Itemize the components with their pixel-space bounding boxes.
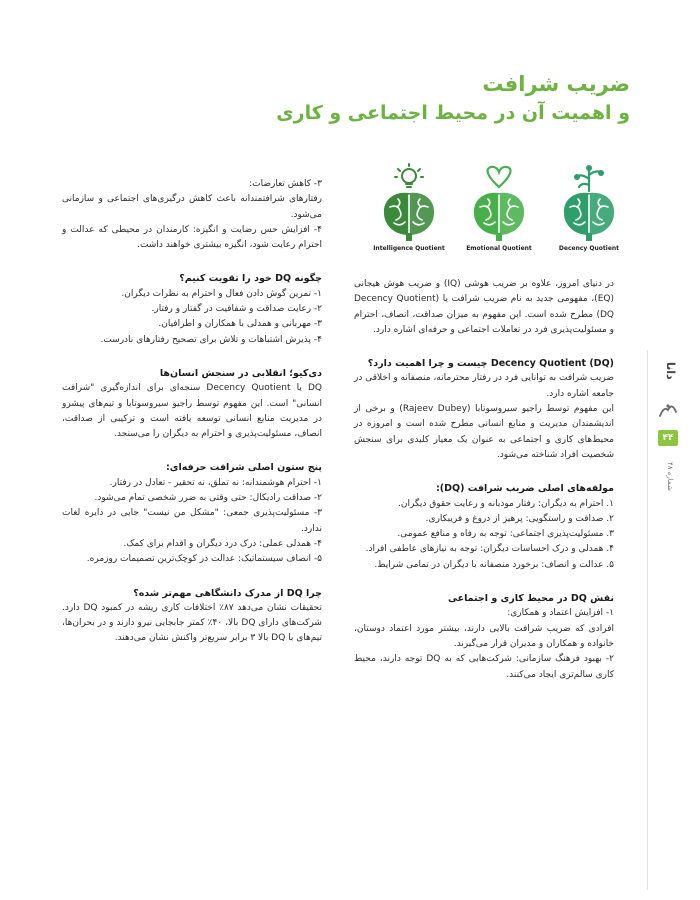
issue-number: شماره ۴۸	[666, 462, 674, 491]
brain-lightbulb-icon	[378, 163, 440, 243]
list-item: ۳- کاهش تعارضات:	[249, 179, 322, 189]
list-item: ۱- افزایش اعتماد و همکاری:	[507, 608, 614, 619]
list-item: ۲- رعایت صداقت و شفافیت در گفتار و رفتار.	[151, 304, 322, 315]
page-subtitle: و اهمیت آن در محیط اجتماعی و کاری	[276, 102, 630, 124]
right-column	[354, 277, 614, 683]
list-item: رفتارهای شرافتمندانه باعث کاهش درگیری‌های اجتماعی و سازمانی می‌شود.	[62, 194, 322, 220]
magazine-emblem-icon	[658, 402, 678, 420]
left-column	[62, 177, 322, 647]
list-item: ۳- مسئولیت‌پذیری جمعی: "مشکل من نیست" جایی در دایره لغات ندارد.	[62, 508, 322, 534]
list-item: ۱. احترام به دیگران: رفتار مودبانه و رعایت حقوق دیگران.	[397, 498, 614, 509]
list-item: ۵- انصاف سیستماتیک: عدالت در کوچک‌ترین تصمیمات روزمره.	[86, 554, 322, 565]
brain-illustrations	[368, 163, 630, 263]
paragraph: ضریب شرافت به توانایی فرد در رفتار محترمانه، منصفانه و اخلاقی در جامعه اشاره دارد.	[354, 373, 614, 399]
list-item: ۲- صداقت رادیکال: حتی وقتی به ضرر شخصی تمام می‌شود.	[94, 493, 322, 504]
magazine-logo: دانا	[664, 362, 677, 380]
list-item: ۴- همدلی عملی: درک درد دیگران و اقدام برای کمک.	[123, 538, 322, 549]
list-item: ۵. عدالت و انصاف: برخورد منصفانه با دیگران در تمامی شرایط.	[374, 559, 614, 570]
page-number: ۴۴	[658, 430, 678, 446]
section-heading: چرا DQ از مدرک دانشگاهی مهم‌تر شده؟	[133, 587, 322, 599]
paragraph: تحقیقات نشان می‌دهد ۸۷٪ اختلافات کاری ریشه در کمبود DQ دارد. شرکت‌های دارای DQ بالا، ۴۰٪ کمتر جابجایی نیرو دارند و در بحران‌ها، تیم‌های با DQ بالا ۳ برابر سریع‌تر واکنش نشان می‌دهند.	[62, 602, 322, 644]
section-heading: نقش DQ در محیط کاری و اجتماعی	[448, 593, 614, 605]
list-item: ۱- تمرین گوش دادن فعال و احترام به نظرات دیگران.	[121, 288, 322, 299]
list-item: ۳- مهربانی و همدلی با همکاران و اطرافیان.	[158, 319, 322, 330]
brain-sprout-icon	[558, 163, 620, 243]
brain-caption: Emotional Quotient	[466, 245, 532, 252]
section-heading: دی‌کیو؛ انقلابی در سنجش انسان‌ها	[159, 367, 322, 379]
paragraph: DQ یا Decency Quotient سنجه‌ای برای اندازه‌گیری "شرافت انسانی" است. این مفهوم توسط راجیو سیروسوتابا و تیم‌های پیشرو در مدیریت منابع انسانی توسعه یافته است و ترکیبی از صداقت، انصاف، مسئولیت‌پذیری و احترام به دیگران را می‌سنجد.	[62, 383, 322, 440]
page-title: ضریب شرافت	[482, 72, 630, 96]
list-item: ۴. همدلی و درک احساسات دیگران: توجه به نیازهای عاطفی افراد.	[365, 544, 614, 555]
eq-brain	[458, 163, 540, 263]
list-item: ۳. مسئولیت‌پذیری اجتماعی: توجه به رفاه و منافع عمومی.	[397, 529, 614, 540]
list-item: افرادی که ضریب شرافت بالایی دارند، بیشتر مورد اعتماد دوستان، خانواده و همکاران و مدیران قرار می‌گیرند.	[354, 623, 614, 649]
intro-paragraph: در دنیای امروز، علاوه بر ضریب هوشی (IQ) و ضریب هوش هیجانی (EQ)، مفهومی جدید به نام ضریب شرافت یا (Decency Quotient (DQ مطرح شده است. این مفهوم به میزان صداقت، انصاف، احترام و مسئولیت‌پذیری فرد در تعاملات اجتماعی و حرفه‌ای اشاره دارد.	[354, 279, 614, 335]
brain-caption: Decency Quotient	[558, 245, 620, 252]
section-heading: مولفه‌های اصلی ضریب شرافت (DQ):	[436, 483, 614, 495]
list-item: ۲. صداقت و راستگویی: پرهیز از دروغ و فریبکاری.	[425, 513, 614, 524]
brain-heart-icon	[468, 163, 530, 243]
paragraph: این مفهوم توسط راجیو سیروسوتابا (Rajeev Dubey) و برخی از اندیشمندان مدیریت و منابع انسانی مطرح شده است و امروزه در محیط‌های کاری و اجتماعی به عنوان یک معیار کلیدی برای سنجش شخصیت افراد شناخته می‌شود.	[354, 404, 614, 460]
list-item: ۴- افزایش حس رضایت و انگیزه: کارمندان در محیطی که عدالت و احترام رعایت شود، انگیزه بیشتری خواهند داشت.	[62, 224, 322, 251]
section-heading: (Decency Quotient (DQ چیست و چرا اهمیت دارد؟	[367, 358, 614, 370]
brain-caption: Intelligence Quotient	[373, 245, 445, 252]
section-heading: چگونه DQ خود را تقویت کنیم؟	[179, 273, 322, 285]
iq-brain	[368, 163, 450, 263]
list-item: ۲- بهبود فرهنگ سازمانی: شرکت‌هایی که به DQ توجه دارند، محیط کاری سالم‌تری ایجاد می‌کنند.	[354, 654, 614, 680]
dq-brain	[548, 163, 630, 263]
section-heading: پنج ستون اصلی شرافت حرفه‌ای:	[165, 462, 322, 474]
sidebar-divider	[647, 350, 648, 890]
list-item: ۱- احترام هوشمندانه: نه تملق، نه تحقیر - تعادل در رفتار.	[109, 477, 322, 488]
list-item: ۴- پذیرش اشتباهات و تلاش برای تصحیح رفتارهای نادرست.	[100, 334, 322, 345]
